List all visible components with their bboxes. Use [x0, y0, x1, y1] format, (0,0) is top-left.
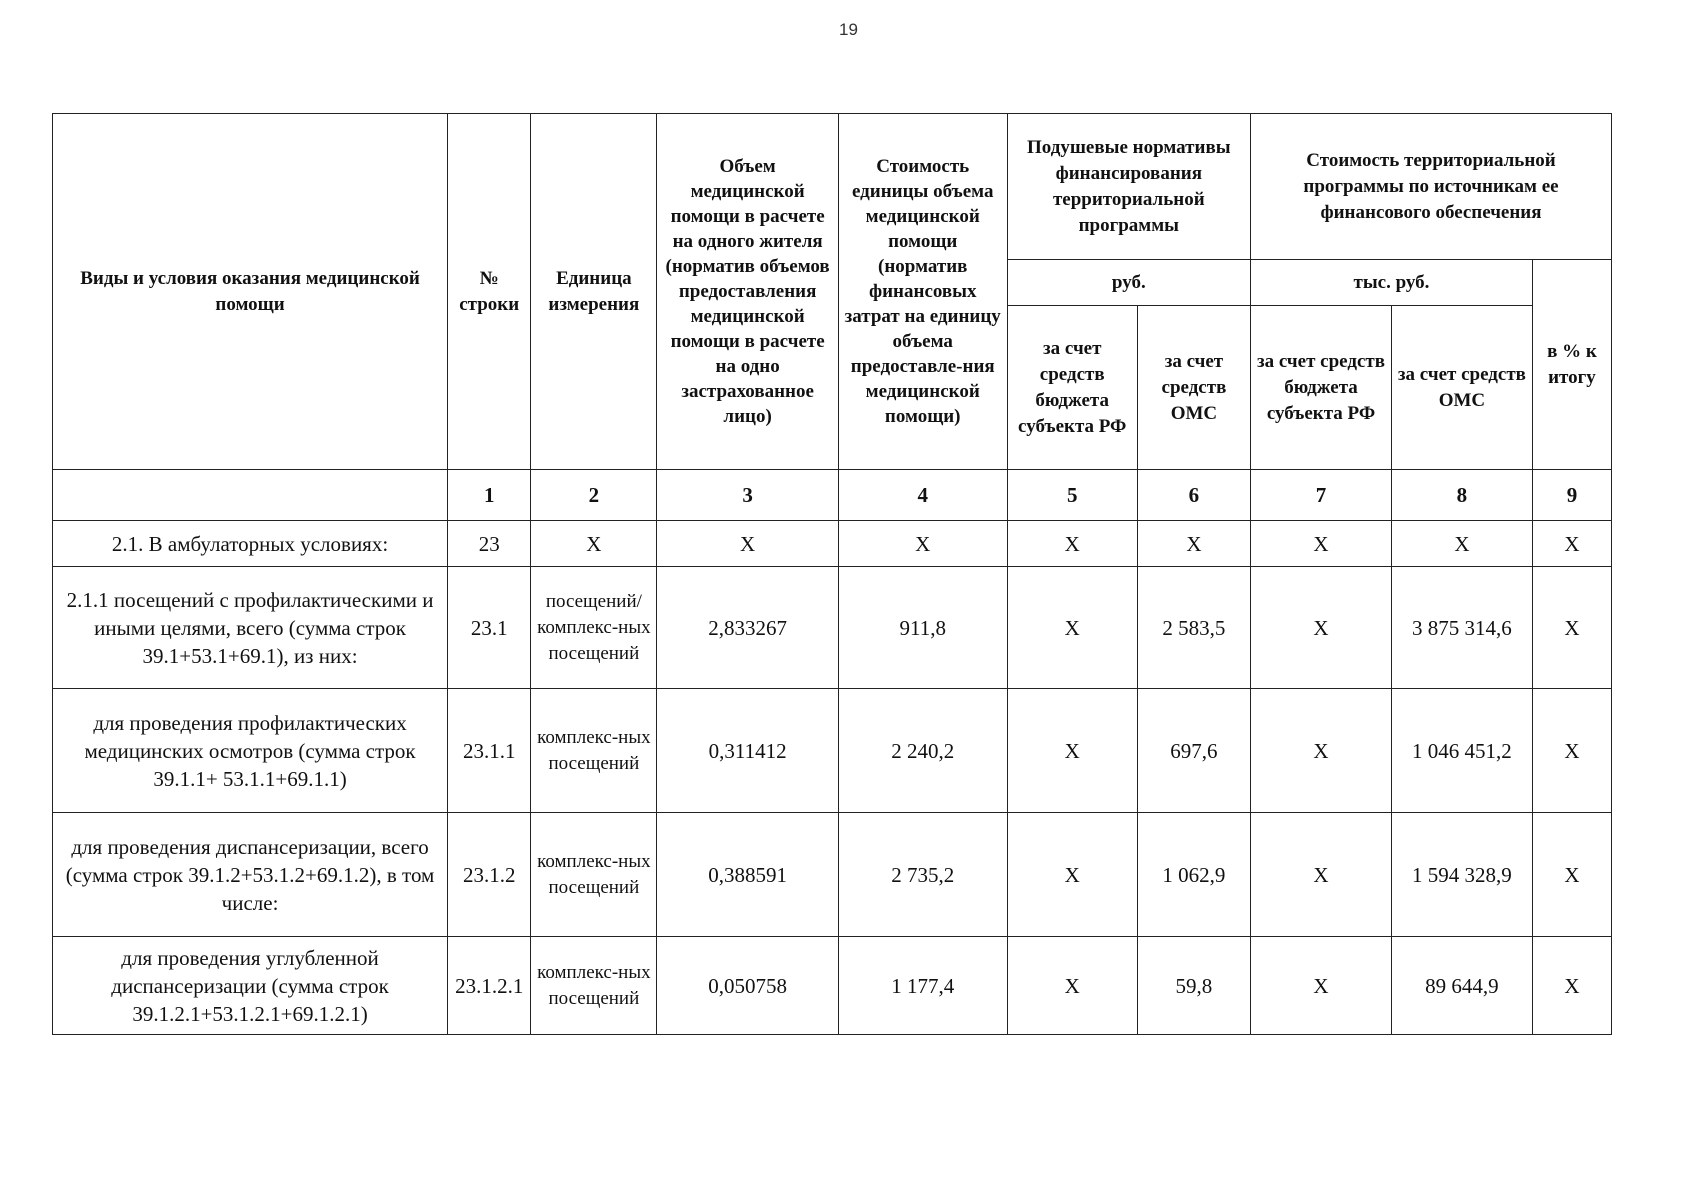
row-percent: X [1532, 567, 1611, 689]
table-row [53, 937, 1612, 1035]
row-percent: X [1532, 813, 1611, 937]
row-program-budget: X [1251, 813, 1392, 937]
column-index: 4 [838, 470, 1007, 521]
thousand-rub-header: тыс. руб. [1251, 260, 1533, 306]
row-per-capita-budget: X [1007, 937, 1137, 1035]
column-index: 9 [1532, 470, 1611, 521]
column-index-row [53, 470, 1612, 521]
col-types-header: Виды и условия оказания медицинской помощи [53, 114, 448, 470]
row-program-oms: 1 594 328,9 [1391, 813, 1532, 937]
medical-care-cost-table [52, 113, 1612, 1035]
row-name: 2.1. В амбулаторных условиях: [53, 521, 448, 567]
row-name: для проведения профилактических медицинских осмотров (сумма строк 39.1.1+ 53.1.1+69.1.1) [53, 689, 448, 813]
row-name: для проведения диспансеризации, всего (сумма строк 39.1.2+53.1.2+69.1.2), в том числе: [53, 813, 448, 937]
per-capita-oms-header: за счет средств ОМС [1137, 306, 1250, 470]
row-volume: X [657, 521, 839, 567]
table-row [53, 689, 1612, 813]
row-per-capita-oms: 59,8 [1137, 937, 1250, 1035]
row-program-oms: 89 644,9 [1391, 937, 1532, 1035]
row-volume: 2,833267 [657, 567, 839, 689]
row-per-capita-oms: 697,6 [1137, 689, 1250, 813]
program-cost-group-header: Стоимость территориальной программы по источникам ее финансового обеспечения [1251, 114, 1612, 260]
column-index: 2 [531, 470, 657, 521]
per-capita-budget-header: за счет средств бюджета субъекта РФ [1007, 306, 1137, 470]
row-per-capita-budget: X [1007, 689, 1137, 813]
col-unit-header: Единица измерения [531, 114, 657, 470]
row-volume: 0,050758 [657, 937, 839, 1035]
row-program-budget: X [1251, 689, 1392, 813]
row-unit: комплекс-ных посещений [531, 689, 657, 813]
row-percent: X [1532, 689, 1611, 813]
row-volume: 0,311412 [657, 689, 839, 813]
row-name: 2.1.1 посещений с профилактическими и иными целями, всего (сумма строк 39.1+53.1+69.1), из них: [53, 567, 448, 689]
row-unit: комплекс-ных посещений [531, 937, 657, 1035]
table-row [53, 521, 1612, 567]
row-program-oms: 3 875 314,6 [1391, 567, 1532, 689]
row-cost: X [838, 521, 1007, 567]
column-index-blank [53, 470, 448, 521]
col-volume-header: Объем медицинской помощи в расчете на одного жителя (норматив объемов предоставления медицинской помощи в расчете на одно застрахованное лицо) [657, 114, 839, 470]
col-cost-header: Стоимость единицы объема медицинской помощи (норматив финансовых затрат на единицу объема предоставле-ния медицинской помощи) [838, 114, 1007, 470]
row-per-capita-oms: X [1137, 521, 1250, 567]
row-cost: 2 735,2 [838, 813, 1007, 937]
row-percent: X [1532, 937, 1611, 1035]
column-index: 8 [1391, 470, 1532, 521]
program-oms-header: за счет средств ОМС [1391, 306, 1532, 470]
row-percent: X [1532, 521, 1611, 567]
col-row-number-header: № строки [448, 114, 531, 470]
row-unit: посещений/ комплекс-ных посещений [531, 567, 657, 689]
row-per-capita-budget: X [1007, 813, 1137, 937]
row-number: 23.1.1 [448, 689, 531, 813]
row-cost: 1 177,4 [838, 937, 1007, 1035]
row-per-capita-oms: 2 583,5 [1137, 567, 1250, 689]
row-number: 23.1.2 [448, 813, 531, 937]
column-index: 5 [1007, 470, 1137, 521]
row-name: для проведения углубленной диспансеризации (сумма строк 39.1.2.1+53.1.2.1+69.1.2.1) [53, 937, 448, 1035]
row-cost: 911,8 [838, 567, 1007, 689]
row-volume: 0,388591 [657, 813, 839, 937]
row-number: 23 [448, 521, 531, 567]
row-unit: комплекс-ных посещений [531, 813, 657, 937]
row-program-budget: X [1251, 937, 1392, 1035]
row-number: 23.1.2.1 [448, 937, 531, 1035]
row-per-capita-budget: X [1007, 567, 1137, 689]
column-index: 3 [657, 470, 839, 521]
column-index: 6 [1137, 470, 1250, 521]
table-row [53, 567, 1612, 689]
row-program-oms: X [1391, 521, 1532, 567]
table-row [53, 813, 1612, 937]
row-per-capita-budget: X [1007, 521, 1137, 567]
row-program-budget: X [1251, 521, 1392, 567]
column-index: 1 [448, 470, 531, 521]
row-program-oms: 1 046 451,2 [1391, 689, 1532, 813]
row-unit: X [531, 521, 657, 567]
column-index: 7 [1251, 470, 1392, 521]
per-capita-group-header: Подушевые нормативы финансирования территориальной программы [1007, 114, 1250, 260]
percent-total-header: в % к итогу [1532, 260, 1611, 470]
row-cost: 2 240,2 [838, 689, 1007, 813]
row-number: 23.1 [448, 567, 531, 689]
row-program-budget: X [1251, 567, 1392, 689]
rub-header: руб. [1007, 260, 1250, 306]
page-number: 19 [839, 20, 858, 39]
row-per-capita-oms: 1 062,9 [1137, 813, 1250, 937]
program-budget-header: за счет средств бюджета субъекта РФ [1251, 306, 1392, 470]
